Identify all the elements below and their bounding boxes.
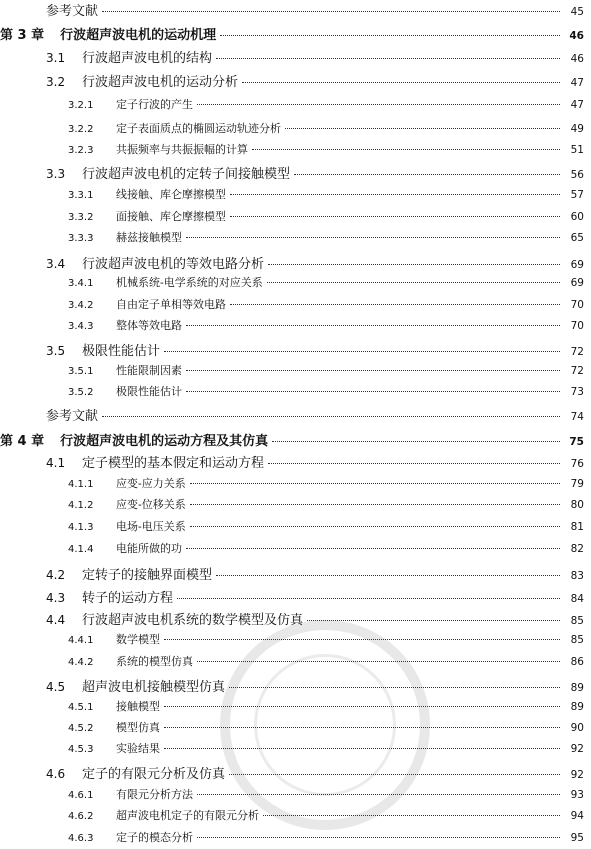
toc-entry-references[interactable] <box>46 0 584 19</box>
dot-leader <box>230 194 560 195</box>
toc-entry-title: 行波超声波电机的运动机理 <box>60 28 217 43</box>
toc-entry-title: 电能所做的功 <box>116 542 182 555</box>
dot-leader <box>267 282 560 283</box>
toc-entry-subsection[interactable] <box>68 141 584 157</box>
toc-entry-page-number: 57 <box>570 189 584 201</box>
toc-entry-title: 电场-电压关系 <box>116 520 186 533</box>
dot-leader <box>272 441 560 442</box>
toc-entry-title: 行波超声波电机的等效电路分析 <box>82 257 265 272</box>
toc-entry-page-number: 80 <box>570 499 584 511</box>
toc-entry-title: 超声波电机定子的有限元分析 <box>116 809 259 822</box>
toc-entry-page-number: 95 <box>570 832 584 844</box>
toc-entry-number: 3.4.1 <box>68 278 94 289</box>
toc-entry-number: 第 4 章 <box>0 434 45 449</box>
toc-entry-subsection[interactable] <box>68 383 584 399</box>
toc-entry-number: 4.1.1 <box>68 479 94 490</box>
toc-entry-page-number: 46 <box>569 30 584 42</box>
toc-entry-subsection[interactable] <box>68 719 584 735</box>
toc-entry-title: 系统的模型仿真 <box>116 655 193 668</box>
toc-entry-number: 3.3.3 <box>68 233 94 244</box>
dot-leader <box>177 598 560 599</box>
toc-entry-page-number: 73 <box>570 386 584 398</box>
toc-entry-page-number: 70 <box>570 320 584 332</box>
toc-entry-page-number: 79 <box>570 478 584 490</box>
toc-entry-number: 3.4 <box>46 257 66 271</box>
dot-leader <box>186 237 560 238</box>
toc-entry-page-number: 72 <box>570 346 584 358</box>
toc-entry-number: 4.4.1 <box>68 635 94 646</box>
toc-entry-number: 4.1.3 <box>68 522 94 533</box>
toc-entry-number: 3.3.2 <box>68 212 94 223</box>
toc-entry-subsection[interactable] <box>68 362 584 378</box>
toc-entry-number: 4.4 <box>46 613 66 627</box>
toc-entry-subsection[interactable] <box>68 807 584 823</box>
toc-entry-page-number: 89 <box>570 701 584 713</box>
toc-entry-number: 4.3 <box>46 591 66 605</box>
toc-entry-page-number: 49 <box>570 123 584 135</box>
toc-entry-section[interactable] <box>46 163 584 182</box>
toc-entry-section[interactable] <box>46 253 584 272</box>
toc-entry-page-number: 83 <box>570 570 584 582</box>
dot-leader <box>216 58 560 59</box>
toc-entry-title: 机械系统-电学系统的对应关系 <box>116 276 263 289</box>
toc-entry-page-number: 85 <box>570 634 584 646</box>
dot-leader <box>190 526 560 527</box>
toc-entry-subsection[interactable] <box>68 740 584 756</box>
dot-leader <box>164 351 560 352</box>
toc-entry-number: 4.2 <box>46 568 66 582</box>
toc-entry-number: 4.6 <box>46 767 66 781</box>
toc-entry-number: 3.5 <box>46 344 66 358</box>
toc-entry-page-number: 70 <box>570 299 584 311</box>
dot-leader <box>263 815 560 816</box>
toc-entry-subsection[interactable] <box>68 631 584 647</box>
toc-entry-number: 4.5.2 <box>68 723 94 734</box>
toc-entry-title: 应变-位移关系 <box>116 498 186 511</box>
toc-entry-page-number: 74 <box>570 411 584 423</box>
toc-entry-page-number: 93 <box>570 789 584 801</box>
toc-entry-subsection[interactable] <box>68 208 584 224</box>
toc-entry-page-number: 69 <box>570 259 584 271</box>
toc-entry-page-number: 56 <box>570 169 584 181</box>
toc-entry-section[interactable] <box>46 47 584 66</box>
toc-entry-subsection[interactable] <box>68 229 584 245</box>
toc-entry-title: 转子的运动方程 <box>82 591 174 606</box>
toc-entry-subsection[interactable] <box>68 186 584 202</box>
toc-entry-title: 线接触、库仑摩擦模型 <box>116 188 226 201</box>
toc-entry-chapter[interactable] <box>0 430 584 449</box>
toc-entry-references[interactable] <box>46 405 584 424</box>
toc-entry-title: 性能限制因素 <box>116 364 182 377</box>
dot-leader <box>285 128 560 129</box>
dot-leader <box>252 149 560 150</box>
toc-entry-number: 3.2 <box>46 75 66 89</box>
toc-entry-number: 3.2.3 <box>68 145 94 156</box>
toc-entry-page-number: 76 <box>570 458 584 470</box>
toc-entry-subsection[interactable] <box>68 496 584 512</box>
toc-entry-number: 3.3.1 <box>68 190 94 201</box>
toc-entry-title: 参考文献 <box>46 409 99 424</box>
toc-entry-title: 行波超声波电机的运动方程及其仿真 <box>60 434 269 449</box>
dot-leader <box>164 727 560 728</box>
toc-entry-title: 定子表面质点的椭圆运动轨迹分析 <box>116 122 281 135</box>
toc-entry-section[interactable] <box>46 609 584 628</box>
toc-entry-number: 3.1 <box>46 51 66 65</box>
toc-entry-title: 应变-应力关系 <box>116 477 186 490</box>
toc-entry-number: 3.4.2 <box>68 300 94 311</box>
dot-leader <box>186 325 560 326</box>
toc-entry-number: 3.4.3 <box>68 321 94 332</box>
toc-entry-title: 模型仿真 <box>116 721 160 734</box>
dot-leader <box>220 35 560 36</box>
toc-entry-number: 4.1.4 <box>68 544 94 555</box>
toc-entry-title: 整体等效电路 <box>116 319 182 332</box>
toc-entry-title: 定子行波的产生 <box>116 98 193 111</box>
toc-entry-title: 面接触、库仑摩擦模型 <box>116 210 226 223</box>
toc-entry-title: 赫兹接触模型 <box>116 231 182 244</box>
dot-leader <box>164 639 560 640</box>
toc-entry-page-number: 84 <box>570 593 584 605</box>
toc-entry-title: 实验结果 <box>116 742 160 755</box>
toc-entry-number: 4.1 <box>46 456 66 470</box>
toc-entry-section[interactable] <box>46 71 584 90</box>
toc-entry-title: 行波超声波电机的结构 <box>82 51 213 66</box>
toc-entry-page-number: 47 <box>570 99 584 111</box>
toc-entry-section[interactable] <box>46 763 584 782</box>
toc-entry-title: 极限性能估计 <box>82 344 161 359</box>
toc-entry-subsection[interactable] <box>68 698 584 714</box>
toc-entry-page-number: 94 <box>570 810 584 822</box>
toc-entry-number: 4.5.1 <box>68 702 94 713</box>
toc-entry-page-number: 47 <box>570 77 584 89</box>
dot-leader <box>197 104 560 105</box>
toc-entry-number: 4.6.3 <box>68 833 94 844</box>
toc-entry-page-number: 75 <box>569 436 584 448</box>
dot-leader <box>230 304 560 305</box>
dot-leader <box>190 483 560 484</box>
dot-leader <box>186 548 560 549</box>
toc-entry-number: 第 3 章 <box>0 28 45 43</box>
toc-entry-title: 行波超声波电机系统的数学模型及仿真 <box>82 613 304 628</box>
toc-entry-title: 定子模型的基本假定和运动方程 <box>82 456 265 471</box>
toc-entry-number: 3.5.1 <box>68 366 94 377</box>
toc-entry-section[interactable] <box>46 564 584 583</box>
toc-entry-page-number: 89 <box>570 682 584 694</box>
toc-entry-number: 4.5.3 <box>68 744 94 755</box>
toc-entry-title: 数学模型 <box>116 633 160 646</box>
dot-leader <box>242 82 560 83</box>
toc-entry-page-number: 69 <box>570 277 584 289</box>
toc-entry-page-number: 82 <box>570 543 584 555</box>
dot-leader <box>186 370 560 371</box>
toc-entry-page-number: 72 <box>570 365 584 377</box>
toc-entry-page-number: 92 <box>570 743 584 755</box>
toc-entry-section[interactable] <box>46 340 584 359</box>
toc-entry-title: 自由定子单相等效电路 <box>116 298 226 311</box>
toc-entry-number: 3.5.2 <box>68 387 94 398</box>
dot-leader <box>216 575 560 576</box>
dot-leader <box>190 504 560 505</box>
toc-entry-page-number: 46 <box>570 53 584 65</box>
toc-entry-number: 3.3 <box>46 167 66 181</box>
toc-entry-subsection[interactable] <box>68 540 584 556</box>
toc-entry-page-number: 81 <box>570 521 584 533</box>
toc-entry-title: 定子的模态分析 <box>116 831 193 844</box>
toc-entry-subsection[interactable] <box>68 317 584 333</box>
toc-entry-page-number: 85 <box>570 615 584 627</box>
toc-entry-title: 接触模型 <box>116 700 160 713</box>
toc-entry-number: 4.6.2 <box>68 811 94 822</box>
toc-entry-subsection[interactable] <box>68 653 584 669</box>
toc-entry-number: 4.5 <box>46 680 66 694</box>
toc-entry-page-number: 65 <box>570 232 584 244</box>
dot-leader <box>164 748 560 749</box>
dot-leader <box>229 687 560 688</box>
toc-entry-title: 定转子的接触界面模型 <box>82 568 213 583</box>
toc-entry-title: 超声波电机接触模型仿真 <box>82 680 226 695</box>
toc-entry-subsection[interactable] <box>68 829 584 845</box>
toc-entry-subsection[interactable] <box>68 274 584 290</box>
toc-entry-number: 4.6.1 <box>68 790 94 801</box>
toc-entry-subsection[interactable] <box>68 96 584 112</box>
toc-entry-subsection[interactable] <box>68 475 584 491</box>
dot-leader <box>229 774 560 775</box>
dot-leader <box>268 264 560 265</box>
dot-leader <box>197 794 560 795</box>
toc-entry-subsection[interactable] <box>68 120 584 136</box>
dot-leader <box>164 706 560 707</box>
toc-entry-section[interactable] <box>46 452 584 471</box>
dot-leader <box>197 837 560 838</box>
toc-entry-page-number: 51 <box>570 144 584 156</box>
toc-entry-title: 有限元分析方法 <box>116 788 193 801</box>
toc-entry-title: 定子的有限元分析及仿真 <box>82 767 226 782</box>
toc-entry-title: 参考文献 <box>46 4 99 19</box>
toc-entry-subsection[interactable] <box>68 786 584 802</box>
dot-leader <box>307 620 560 621</box>
toc-entry-page-number: 45 <box>570 6 584 18</box>
toc-entry-subsection[interactable] <box>68 296 584 312</box>
toc-entry-page-number: 90 <box>570 722 584 734</box>
dot-leader <box>186 391 560 392</box>
toc-entry-section[interactable] <box>46 587 584 606</box>
toc-entry-number: 4.1.2 <box>68 500 94 511</box>
toc-entry-section[interactable] <box>46 676 584 695</box>
dot-leader <box>102 11 560 12</box>
dot-leader <box>102 416 560 417</box>
toc-entry-title: 极限性能估计 <box>116 385 182 398</box>
toc-entry-title: 行波超声波电机的定转子间接触模型 <box>82 167 291 182</box>
toc-entry-chapter[interactable] <box>0 24 584 43</box>
toc-entry-number: 3.2.2 <box>68 124 94 135</box>
toc-entry-number: 3.2.1 <box>68 100 94 111</box>
toc-entry-number: 4.4.2 <box>68 657 94 668</box>
dot-leader <box>230 216 560 217</box>
dot-leader <box>294 174 560 175</box>
toc-entry-title: 行波超声波电机的运动分析 <box>82 75 239 90</box>
dot-leader <box>197 661 560 662</box>
toc-entry-subsection[interactable] <box>68 518 584 534</box>
toc-entry-page-number: 60 <box>570 211 584 223</box>
toc-entry-page-number: 86 <box>570 656 584 668</box>
toc-entry-title: 共振频率与共振振幅的计算 <box>116 143 248 156</box>
dot-leader <box>268 463 560 464</box>
toc-entry-page-number: 92 <box>570 769 584 781</box>
